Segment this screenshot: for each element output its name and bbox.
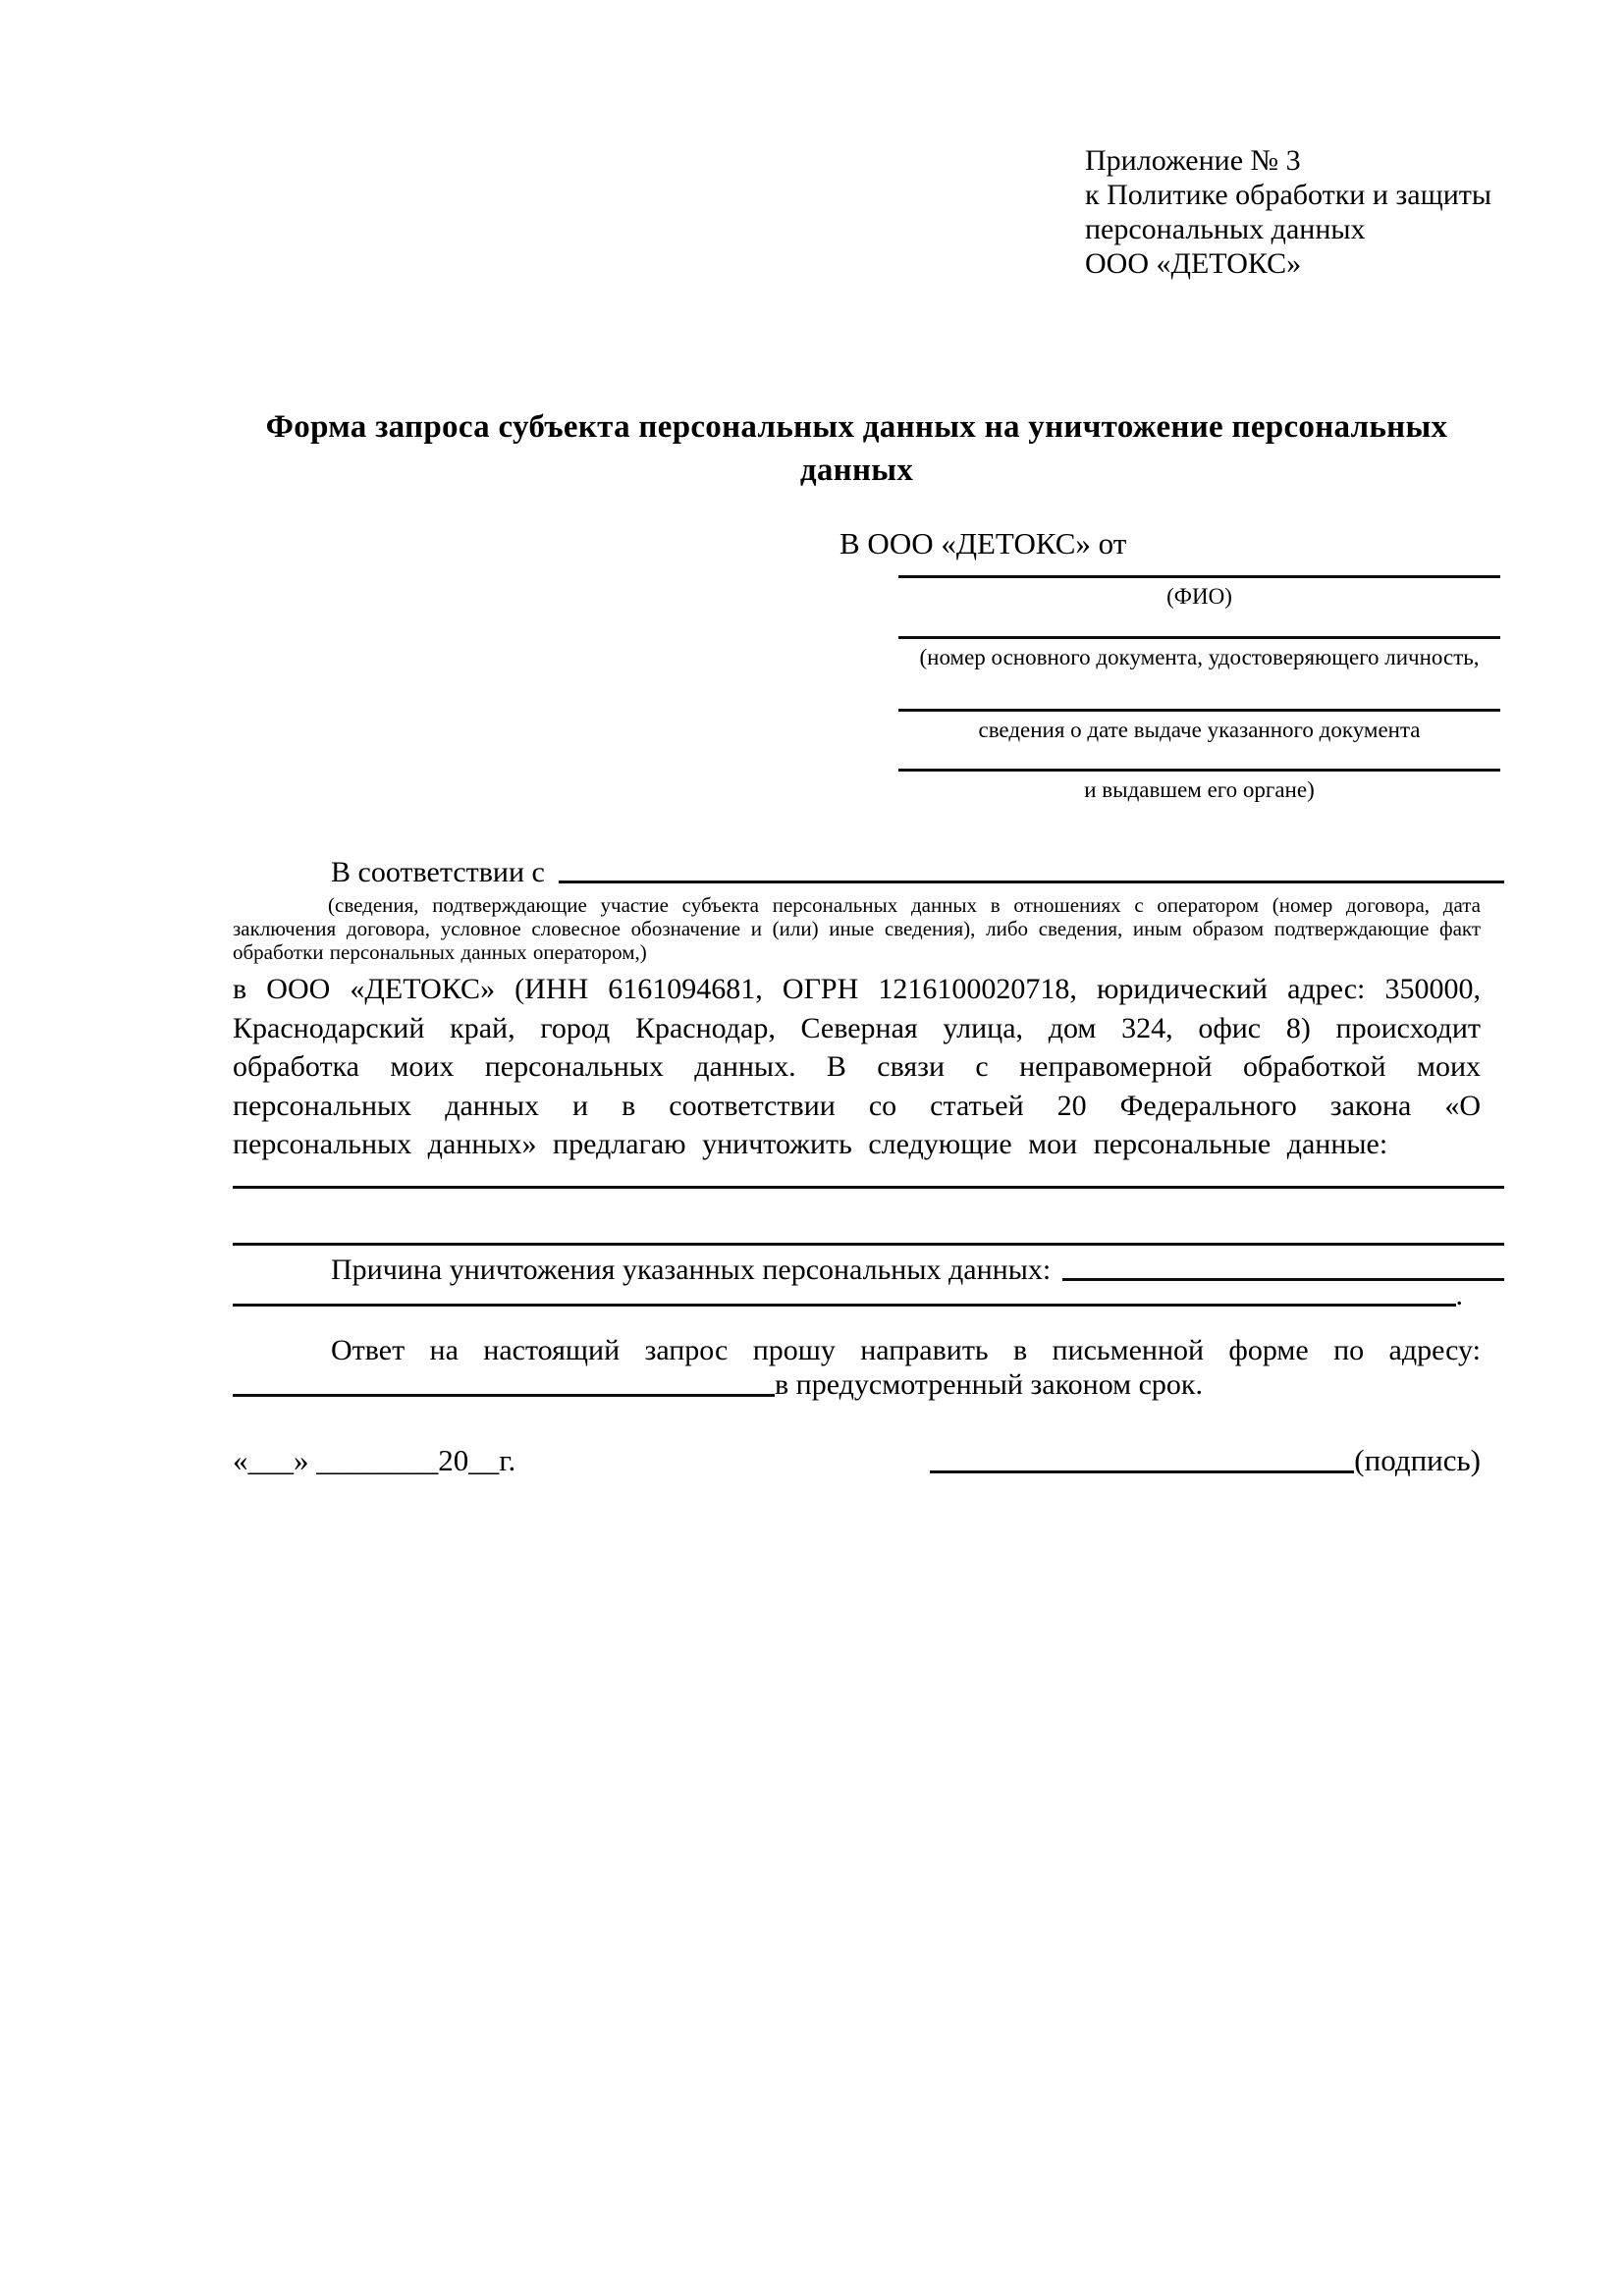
appendix-header-line: к Политике обработки и защиты	[1085, 179, 1492, 211]
reason-continuation-row	[233, 1279, 1463, 1312]
fio-caption: (ФИО)	[1166, 584, 1232, 609]
reason-blank-line-2	[233, 1304, 1456, 1307]
fio-blank-line	[898, 575, 1500, 578]
reply-address-row	[233, 1368, 1481, 1402]
appendix-header-line: ООО «ДЕТОКС»	[1085, 247, 1302, 280]
addressee-label: В ООО «ДЕТОКС» от	[839, 526, 1127, 561]
issue-date-blank-line	[898, 709, 1500, 712]
document-number-blank-line	[898, 636, 1500, 639]
date-blank-text: «___» ________20__г.	[233, 1443, 516, 1477]
document-title: Форма запроса субъекта персональных данных на уничтожение персональных данных	[265, 409, 1448, 488]
date-signature-row	[233, 1443, 1481, 1478]
accordance-blank-line	[559, 881, 1504, 883]
issue-date-caption: сведения о дате выдаче указанного документа	[978, 718, 1421, 742]
reply-request-line: Ответ на настоящий запрос прошу направить в письменной форме по адресу:	[331, 1334, 1481, 1366]
signature-blank-line	[930, 1470, 1354, 1473]
appendix-header-line: Приложение № 3	[1085, 144, 1301, 177]
appendix-header	[1085, 143, 1507, 281]
issuing-authority-blank-line	[898, 769, 1500, 772]
accordance-row	[331, 856, 1504, 889]
issuing-authority-caption: и выдавшем его органе)	[1084, 777, 1315, 802]
document-number-caption: (номер основного документа, удостоверяющего личность,	[919, 645, 1480, 669]
reason-label: Причина уничтожения указанных персональных данных:	[331, 1254, 1052, 1286]
data-blank-line-2	[233, 1243, 1504, 1246]
signature-caption: (подпись)	[1354, 1443, 1481, 1477]
reply-tail: в предусмотренный законом срок.	[775, 1368, 1203, 1401]
accordance-label: В соответствии с	[331, 856, 545, 888]
address-blank-line	[233, 1394, 775, 1397]
reason-period: .	[1455, 1279, 1463, 1311]
appendix-header-line: персональных данных	[1085, 213, 1366, 245]
explanatory-note: (сведения, подтверждающие участие субъекта персональных данных в отношениях с оператором (номер договора, дата заключения договора, условное словесное обозначение и (или) иные сведения), либо сведения, иным образом подтверждающие факт обработки персональных данных оператором,)	[233, 893, 1481, 964]
data-blank-line-1	[233, 1186, 1504, 1189]
body-paragraph: в ООО «ДЕТОКС» (ИНН 6161094681, ОГРН 1216100020718, юридический адрес: 350000, Краснодарский край, город Краснодар, Северная улица, дом 324, офис 8) происходит обработка моих персональных данных. В связи с неправомерной обработкой моих персональных данных и в соответствии со статьей 20 Федерального закона «О персональных данных» предлагаю уничтожить следующие мои персональные данные:	[233, 973, 1481, 1160]
